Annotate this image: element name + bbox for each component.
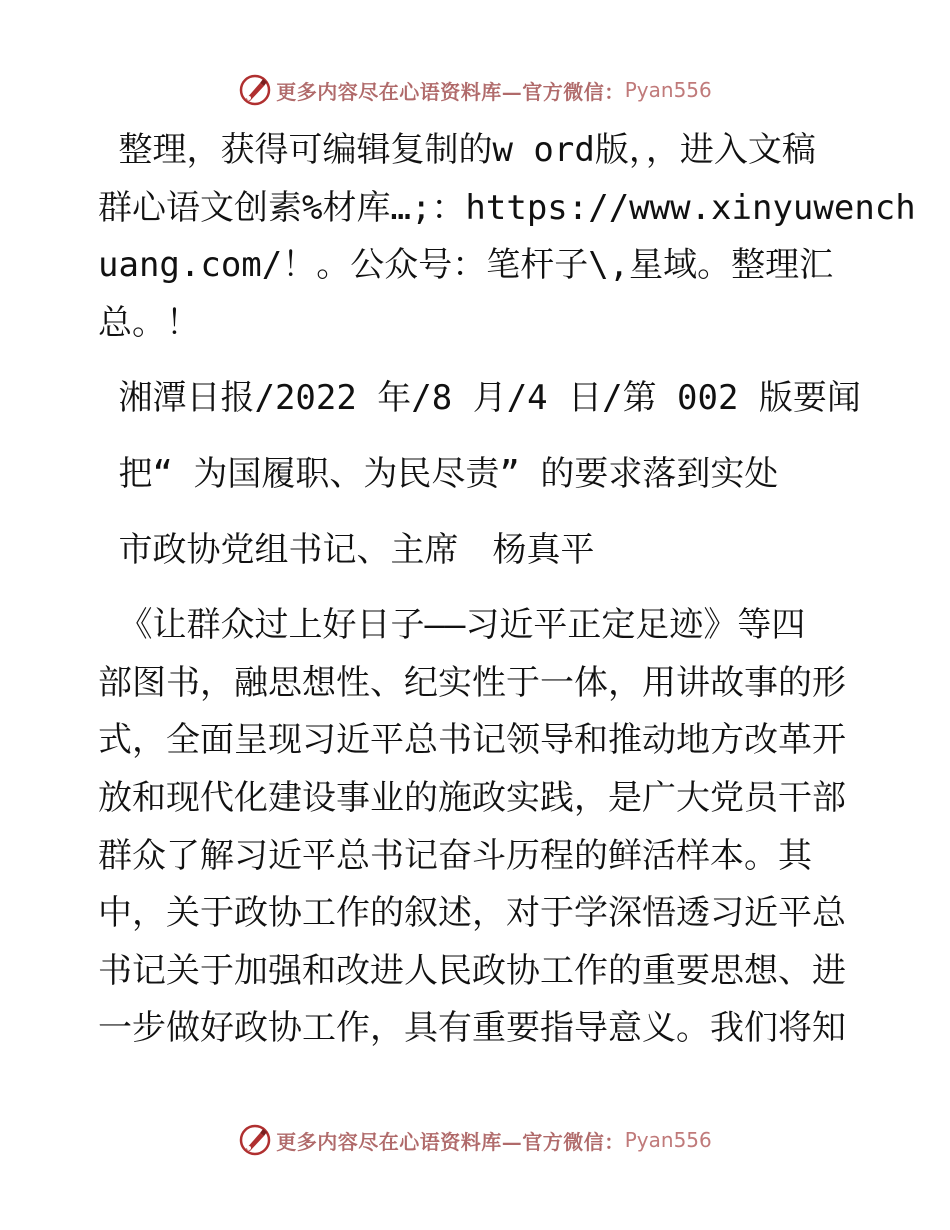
body-line: 放和现代化建设事业的施政实践，是广大党员干部 [98,777,846,818]
intro-paragraph [98,122,916,352]
header-banner-text: 更多内容尽在心语资料库—官方微信： [276,79,625,104]
footer-banner-text: 更多内容尽在心语资料库—官方微信： [276,1129,625,1154]
pen-logo-icon [238,1123,272,1157]
author-line: 市政协党组书记、主席 杨真平 [98,529,595,570]
intro-line: 群心语文创素%材库…;：https://www.xinyuwench [98,187,916,228]
body-line: 式，全面呈现习近平总书记领导和推动地方改革开 [98,720,846,761]
body-line: 一步做好政协工作，具有重要指导意义。我们将知 [98,1008,846,1049]
header-banner-handle: Pyan556 [624,78,712,102]
body-line: 《让群众过上好日子——习近平正定足迹》等四 [98,605,806,646]
header-banner [0,70,950,110]
pen-logo-icon [238,73,272,107]
body-line: 中，关于政协工作的叙述，对于学深悟透习近平总 [98,893,846,934]
intro-line: 总。！ [98,302,200,343]
intro-line: uang.com/！。公众号：笔杆子\,星域。整理汇 [98,245,834,286]
body-line: 书记关于加强和改进人民政协工作的重要思想、进 [98,950,846,991]
body-paragraph [98,597,858,1058]
footer-banner [0,1120,950,1160]
article-title: 把“ 为国履职、为民尽责” 的要求落到实处 [98,453,779,494]
body-line: 群众了解习近平总书记奋斗历程的鲜活样本。其 [98,835,812,876]
footer-banner-handle: Pyan556 [624,1128,712,1152]
body-line: 部图书，融思想性、纪实性于一体，用讲故事的形 [98,662,846,703]
document-body [98,122,916,1058]
intro-line: 整理，获得可编辑复制的w ord版，，进入文稿 [98,130,816,170]
source-line: 湘潭日报/2022 年/8 月/4 日/第 002 版要闻 [98,378,861,419]
